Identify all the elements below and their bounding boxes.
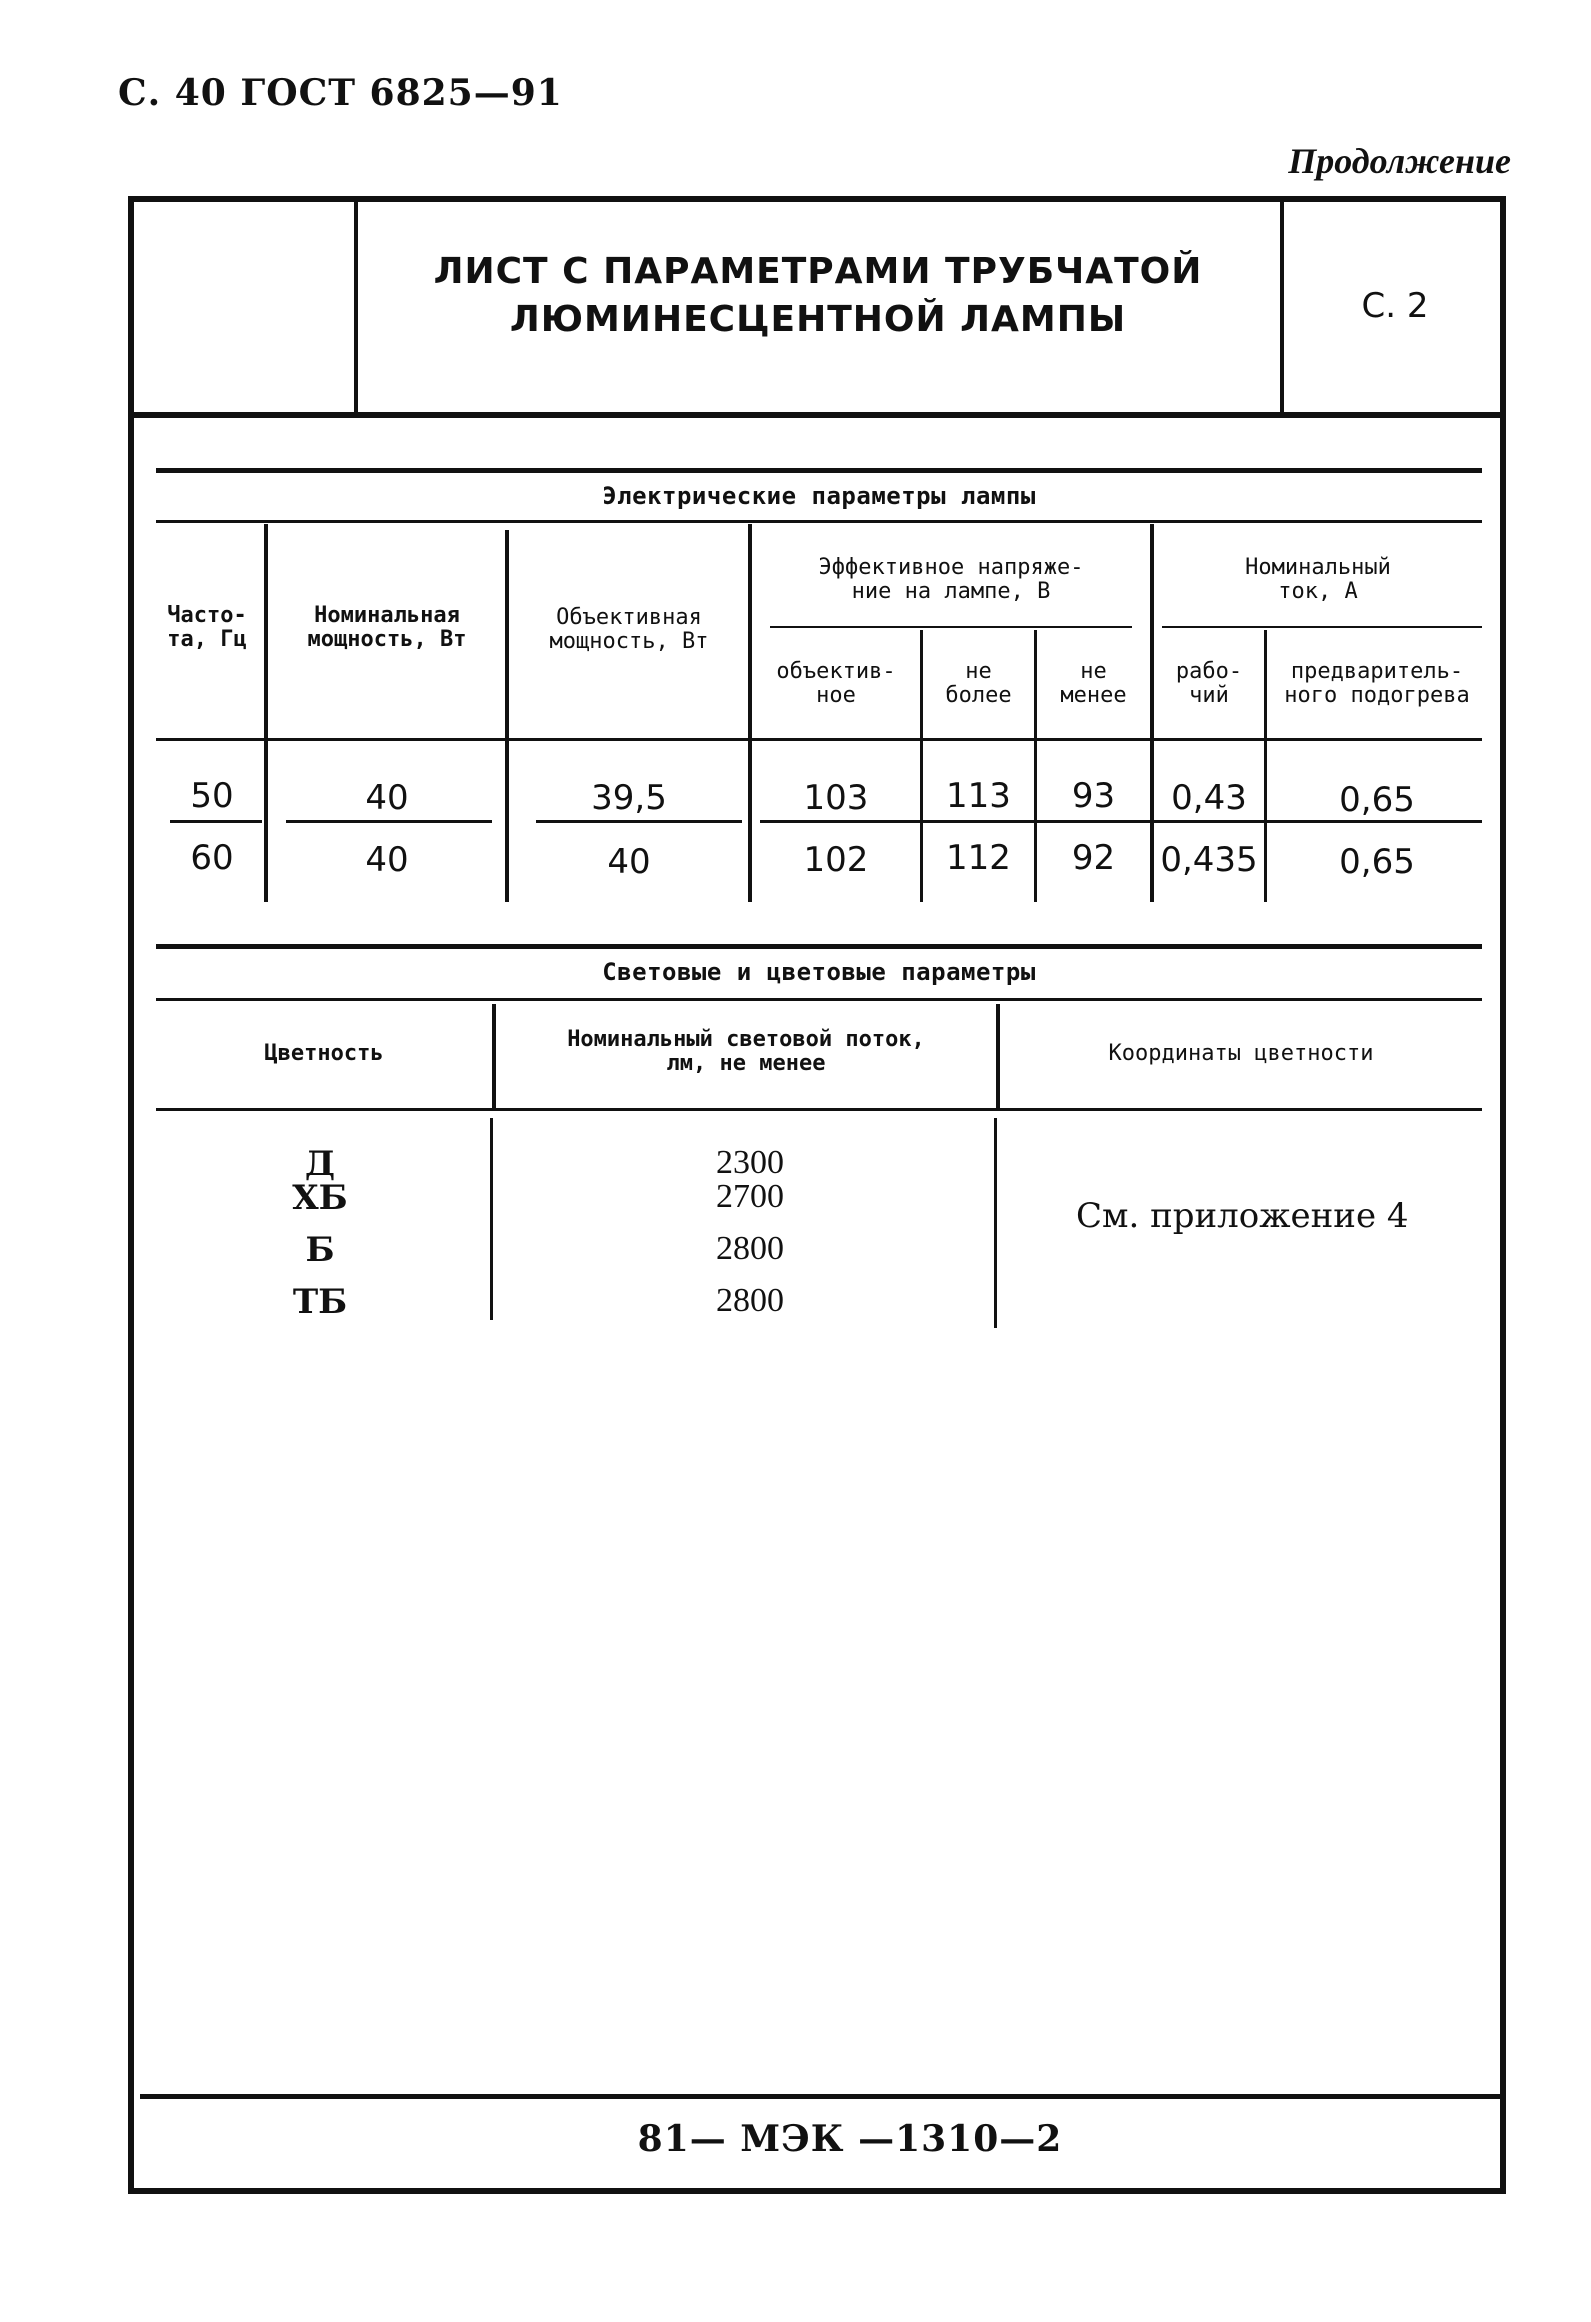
- current-working-cell: 0,435: [1160, 840, 1258, 880]
- col-objective-power-header: Объективная мощность, Вт: [549, 605, 709, 654]
- voltage-min-cell: 93: [1071, 776, 1116, 816]
- elec-top-rule: [156, 468, 1482, 473]
- elec-title-rule: [156, 520, 1482, 523]
- sheet-title-line1: ЛИСТ С ПАРАМЕТРАМИ ТРУБЧАТОЙ: [433, 251, 1203, 292]
- list-item: 2800: [716, 1282, 784, 1319]
- voltage-min-cell: 92: [1071, 838, 1116, 878]
- light-header-rule: [156, 1108, 1482, 1111]
- elec-section-title: Электрические параметры лампы: [602, 482, 1036, 510]
- col-voltage-objective-header: объектив- ное: [776, 659, 896, 708]
- col-current-preheat-header: предваритель- ного подогрева: [1284, 659, 1470, 708]
- footer-rule: [140, 2094, 1500, 2099]
- col-coords-header: Координаты цветности: [1108, 1041, 1374, 1066]
- light-section-title: Световые и цветовые параметры: [602, 958, 1036, 986]
- current-working-cell: 0,43: [1171, 778, 1247, 818]
- voltage-group-rule: [770, 626, 1132, 628]
- list-item: ХБ: [292, 1178, 348, 1218]
- list-item: 2300: [716, 1144, 784, 1181]
- objective-power-cell: 39,5: [591, 778, 667, 818]
- nominal-power-cell: 40: [365, 840, 409, 880]
- objective-power-cell: 40: [607, 842, 651, 882]
- col-nominal-power-header: Номинальная мощность, Вт: [307, 603, 467, 652]
- nominal-power-cell: 40: [365, 778, 409, 818]
- row-rule-seg: [760, 820, 1482, 823]
- voltage-max-cell: 113: [946, 776, 1011, 816]
- current-preheat-cell: 0,65: [1339, 780, 1415, 820]
- current-group-rule: [1162, 626, 1482, 628]
- col-current-working-header: рабо- чий: [1175, 659, 1243, 708]
- freq-cell: 60: [190, 838, 234, 878]
- light-top-rule: [156, 944, 1482, 949]
- list-item: 2700: [716, 1178, 784, 1215]
- list-item: Б: [305, 1230, 335, 1270]
- col-flux-header: Номинальный световой поток, лм, не менее: [567, 1027, 925, 1076]
- elec-header-rule: [156, 738, 1482, 741]
- title-divider-right: [1280, 202, 1284, 414]
- col-current-group-header: Номинальный ток, А: [1245, 555, 1391, 604]
- continuation-label: Продолжение: [1288, 141, 1511, 181]
- voltage-objective-cell: 102: [803, 840, 869, 880]
- col-voltage-min-header: не менее: [1060, 659, 1127, 708]
- list-item: ТБ: [292, 1282, 348, 1322]
- row-rule-seg: [536, 820, 742, 823]
- voltage-max-cell: 112: [946, 838, 1011, 878]
- light-vline-3: [490, 1118, 493, 1320]
- row-rule-seg: [170, 820, 262, 823]
- list-item: Д: [304, 1144, 336, 1184]
- title-bottom-rule: [134, 412, 1500, 418]
- col-voltage-max-header: не более: [945, 659, 1012, 708]
- footer-code: 81— МЭК —1310—2: [637, 2118, 1063, 2160]
- freq-cell: 50: [190, 776, 234, 816]
- col-color-header: Цветность: [264, 1041, 384, 1066]
- coords-reference: См. приложение 4: [1076, 1196, 1409, 1236]
- light-vline-4: [994, 1118, 997, 1328]
- sheet-title-line2: ЛЮМИНЕСЦЕНТНОЙ ЛАМПЫ: [509, 299, 1127, 340]
- sheet-title: [358, 248, 1278, 344]
- voltage-objective-cell: 103: [803, 778, 869, 818]
- page-reference: С. 40 ГОСТ 6825—91: [118, 72, 563, 114]
- col-frequency-header: Часто- та, Гц: [167, 603, 247, 652]
- sheet-page-number: С. 2: [1361, 286, 1429, 326]
- row-rule-seg: [286, 820, 492, 823]
- list-item: 2800: [716, 1230, 784, 1267]
- current-preheat-cell: 0,65: [1339, 842, 1415, 882]
- light-title-rule: [156, 998, 1482, 1001]
- col-voltage-group-header: Эффективное напряже- ние на лампе, В: [818, 555, 1084, 604]
